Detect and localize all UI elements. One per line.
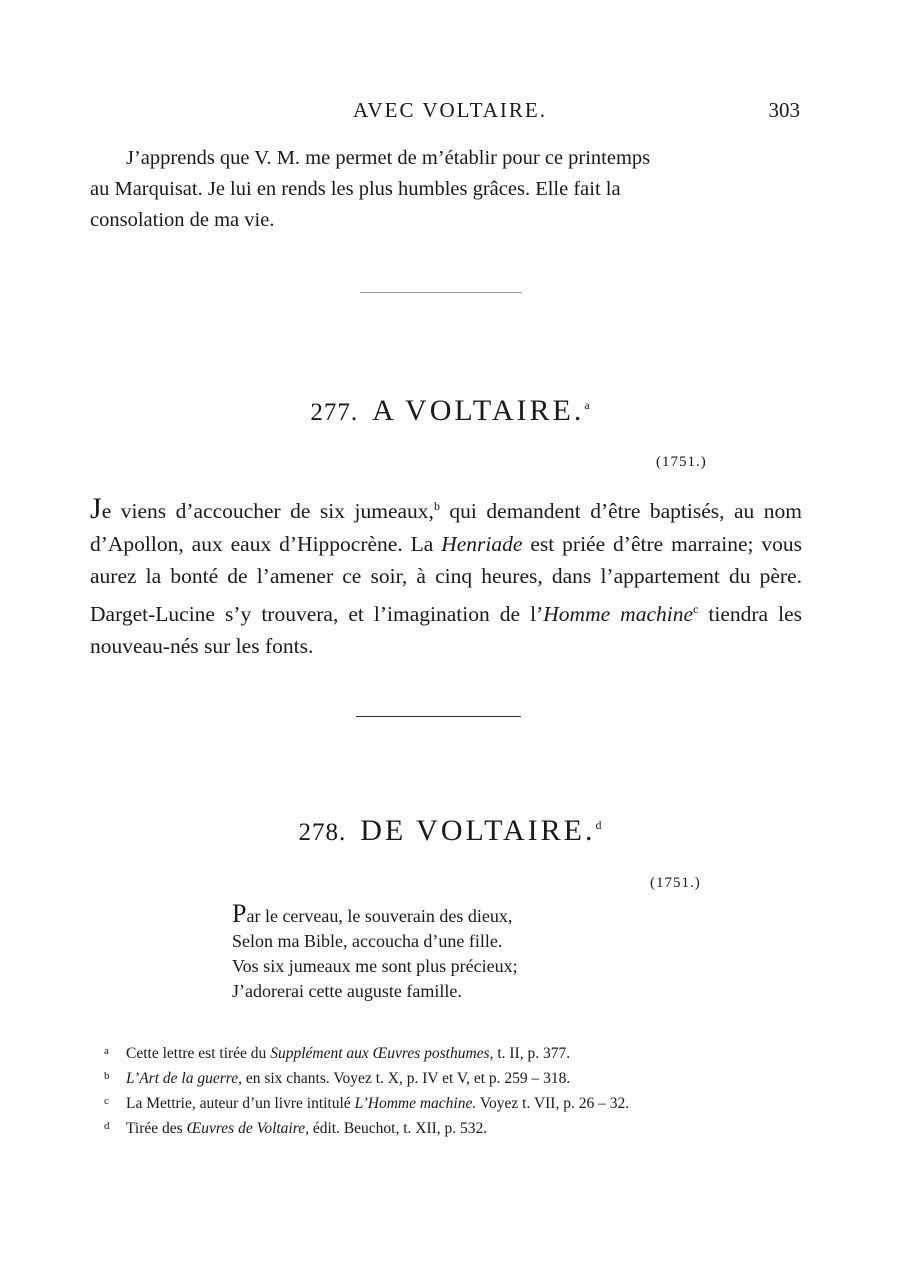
footnote-text: , en six chants. Voyez t. X, p. IV et V, et p. 259 – 318. [238, 1070, 571, 1087]
letter-title: DE VOLTAIRE. [360, 814, 596, 847]
footnote-ref: b [433, 499, 440, 513]
footnote-italic: Supplément aux Œuvres posthumes [270, 1045, 490, 1062]
footnote-mark: b [104, 1070, 110, 1082]
footnote-d [104, 1115, 804, 1140]
letter-title: A VOLTAIRE. [372, 394, 585, 427]
footnote-text: édit. Beuchot, t. XII, p. 532. [308, 1120, 488, 1137]
letter-text: est priée d’être marraine; vous aurez la bonté de l’amener ce soir, à cinq heures, dans l’appartement du père. Darget-Lucine s’y trouvera, et l’imagination de l’ [90, 531, 802, 626]
poem-line: Vos six jumeaux me sont plus précieux; [232, 956, 518, 976]
letter-number: 278. [298, 819, 347, 846]
footnote-italic: L’Art de la guerre [126, 1070, 239, 1087]
footnote-text: Voyez t. VII, p. 26 – 32. [476, 1095, 630, 1112]
drop-cap: P [232, 899, 247, 928]
section-divider [356, 716, 521, 717]
footnotes [104, 1040, 804, 1140]
page-header [0, 98, 900, 128]
footnote-mark: d [104, 1120, 110, 1132]
footnote-text: La Mettrie, auteur d’un livre intitulé [126, 1095, 355, 1112]
letter-text: e viens d’accoucher de six jumeaux, [101, 499, 434, 524]
poem-line [232, 899, 652, 929]
footnote-b [104, 1065, 804, 1090]
letter-heading-278 [0, 814, 900, 848]
footnote-mark: a [104, 1045, 109, 1057]
footnote-ref: a [584, 398, 590, 412]
footnote-ref: d [595, 818, 602, 832]
letter-text: qui demandent d’être baptisés, au nom d’Apollon, aux eaux d’Hippocrène. La [90, 499, 803, 556]
letter-number: 277. [310, 399, 359, 426]
footnote-italic: Œuvres de Voltaire, [186, 1120, 309, 1137]
letter-text: tiendra les nouveau-nés sur les fonts. [90, 601, 802, 659]
intro-line: consolation de ma vie. [90, 209, 275, 231]
poem [232, 899, 652, 1004]
poem-line: Selon ma Bible, accoucha d’une fille. [232, 931, 503, 951]
drop-cap: J [90, 492, 102, 526]
intro-paragraph [90, 143, 802, 236]
italic-title: Homme machine [543, 601, 694, 626]
footnote-mark: c [104, 1095, 109, 1107]
italic-title: Henriade [441, 531, 523, 556]
letter-date: (1751.) [656, 454, 707, 470]
poem-text: ar le cerveau, le souverain des dieux, [246, 906, 513, 926]
footnote-text: , t. II, p. 377. [489, 1045, 571, 1062]
footnote-c [104, 1090, 804, 1115]
footnote-a [104, 1040, 804, 1065]
footnote-ref: c [693, 601, 699, 616]
footnote-text: Tirée des [126, 1120, 187, 1137]
poem-line: J’adorerai cette auguste famille. [232, 981, 462, 1001]
footnote-text: Cette lettre est tirée du [126, 1045, 271, 1062]
section-divider [360, 292, 522, 293]
letter-date: (1751.) [650, 875, 701, 891]
letter-body-277 [90, 490, 802, 663]
running-head: AVEC VOLTAIRE. [353, 98, 547, 122]
page-number: 303 [768, 98, 800, 122]
intro-line: au Marquisat. Je lui en rends les plus humbles grâces. Elle fait la [90, 178, 621, 200]
letter-heading-277 [0, 394, 900, 428]
footnote-italic: L’Homme machine. [354, 1095, 477, 1112]
intro-line: J’apprends que V. M. me permet de m’établir pour ce printemps [126, 147, 651, 169]
